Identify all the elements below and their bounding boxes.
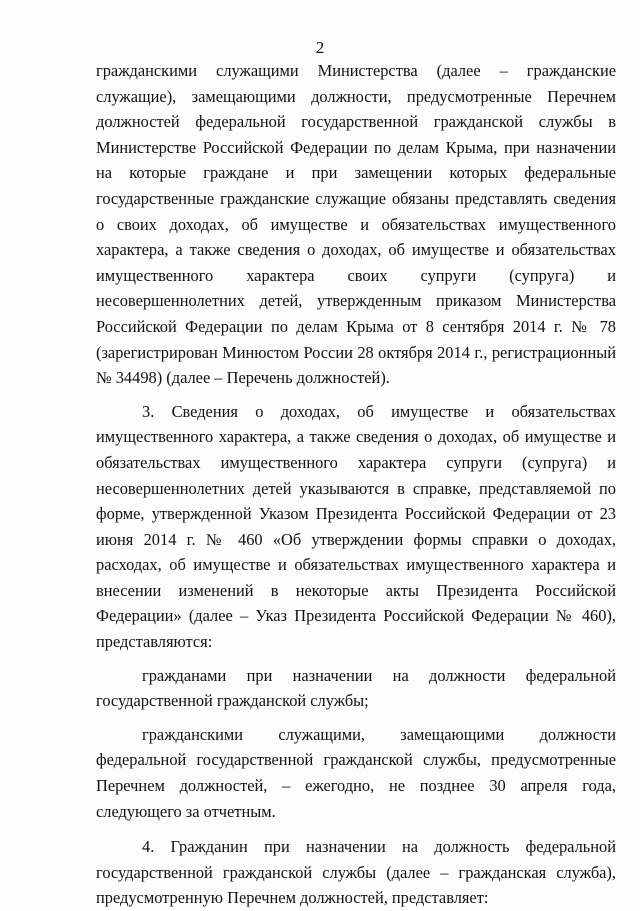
paragraph-continuation: гражданскими служащими Министерства (далее – гражданские служащие), замещающими должности, предусмотренные Перечнем должностей федеральной государственной гражданской службы в Министерстве Российской Федерации по делам Крыма, при назначении на которые граждане и при замещении которых федеральные государственные гражданские служащие обязаны представлять сведения о своих доходах, об имуществе и обязательствах имущественного характера, а также сведения о доходах, об имуществе и обязательствах имущественного характера своих супруги (супруга) и несовершеннолетних детей, утвержденным приказом Министерства Российской Федерации по делам Крыма от 8 сентября 2014 г. № 78 (зарегистрирован Минюстом России 28 октября 2014 г., регистрационный № 34498) (далее – Перечень должностей). xyxy=(96,61,616,388)
document-body xyxy=(96,58,616,911)
paragraph-citizens: гражданами при назначении на должности федеральной государственной гражданской службы; xyxy=(96,665,616,711)
paragraph-civil-servants: гражданскими служащими, замещающими должности федеральной государственной гражданской службы, предусмотренные Перечнем должностей, – ежегодно, не позднее 30 апреля года, следующего за отчетным. xyxy=(96,724,616,821)
page-number: 2 xyxy=(315,38,325,57)
paragraph-item-4: 4. Гражданин при назначении на должность федеральной государственной гражданской службы (далее – гражданская служба), предусмотренную Перечнем должностей, представляет: xyxy=(96,837,616,908)
paragraph-item-3: 3. Сведения о доходах, об имуществе и обязательствах имущественного характера, а также сведения о доходах, об имуществе и обязательствах имущественного характера супруги (супруга) и несовершеннолетних детей указываются в справке, представляемой по форме, утвержденной Указом Президента Российской Федерации от 23 июня 2014 г. № 460 «Об утверждении формы справки о доходах, расходах, об имуществе и обязательствах имущественного характера и внесении изменений в некоторые акты Президента Российской Федерации» (далее – Указ Президента Российской Федерации № 460), представляются: xyxy=(96,401,616,652)
